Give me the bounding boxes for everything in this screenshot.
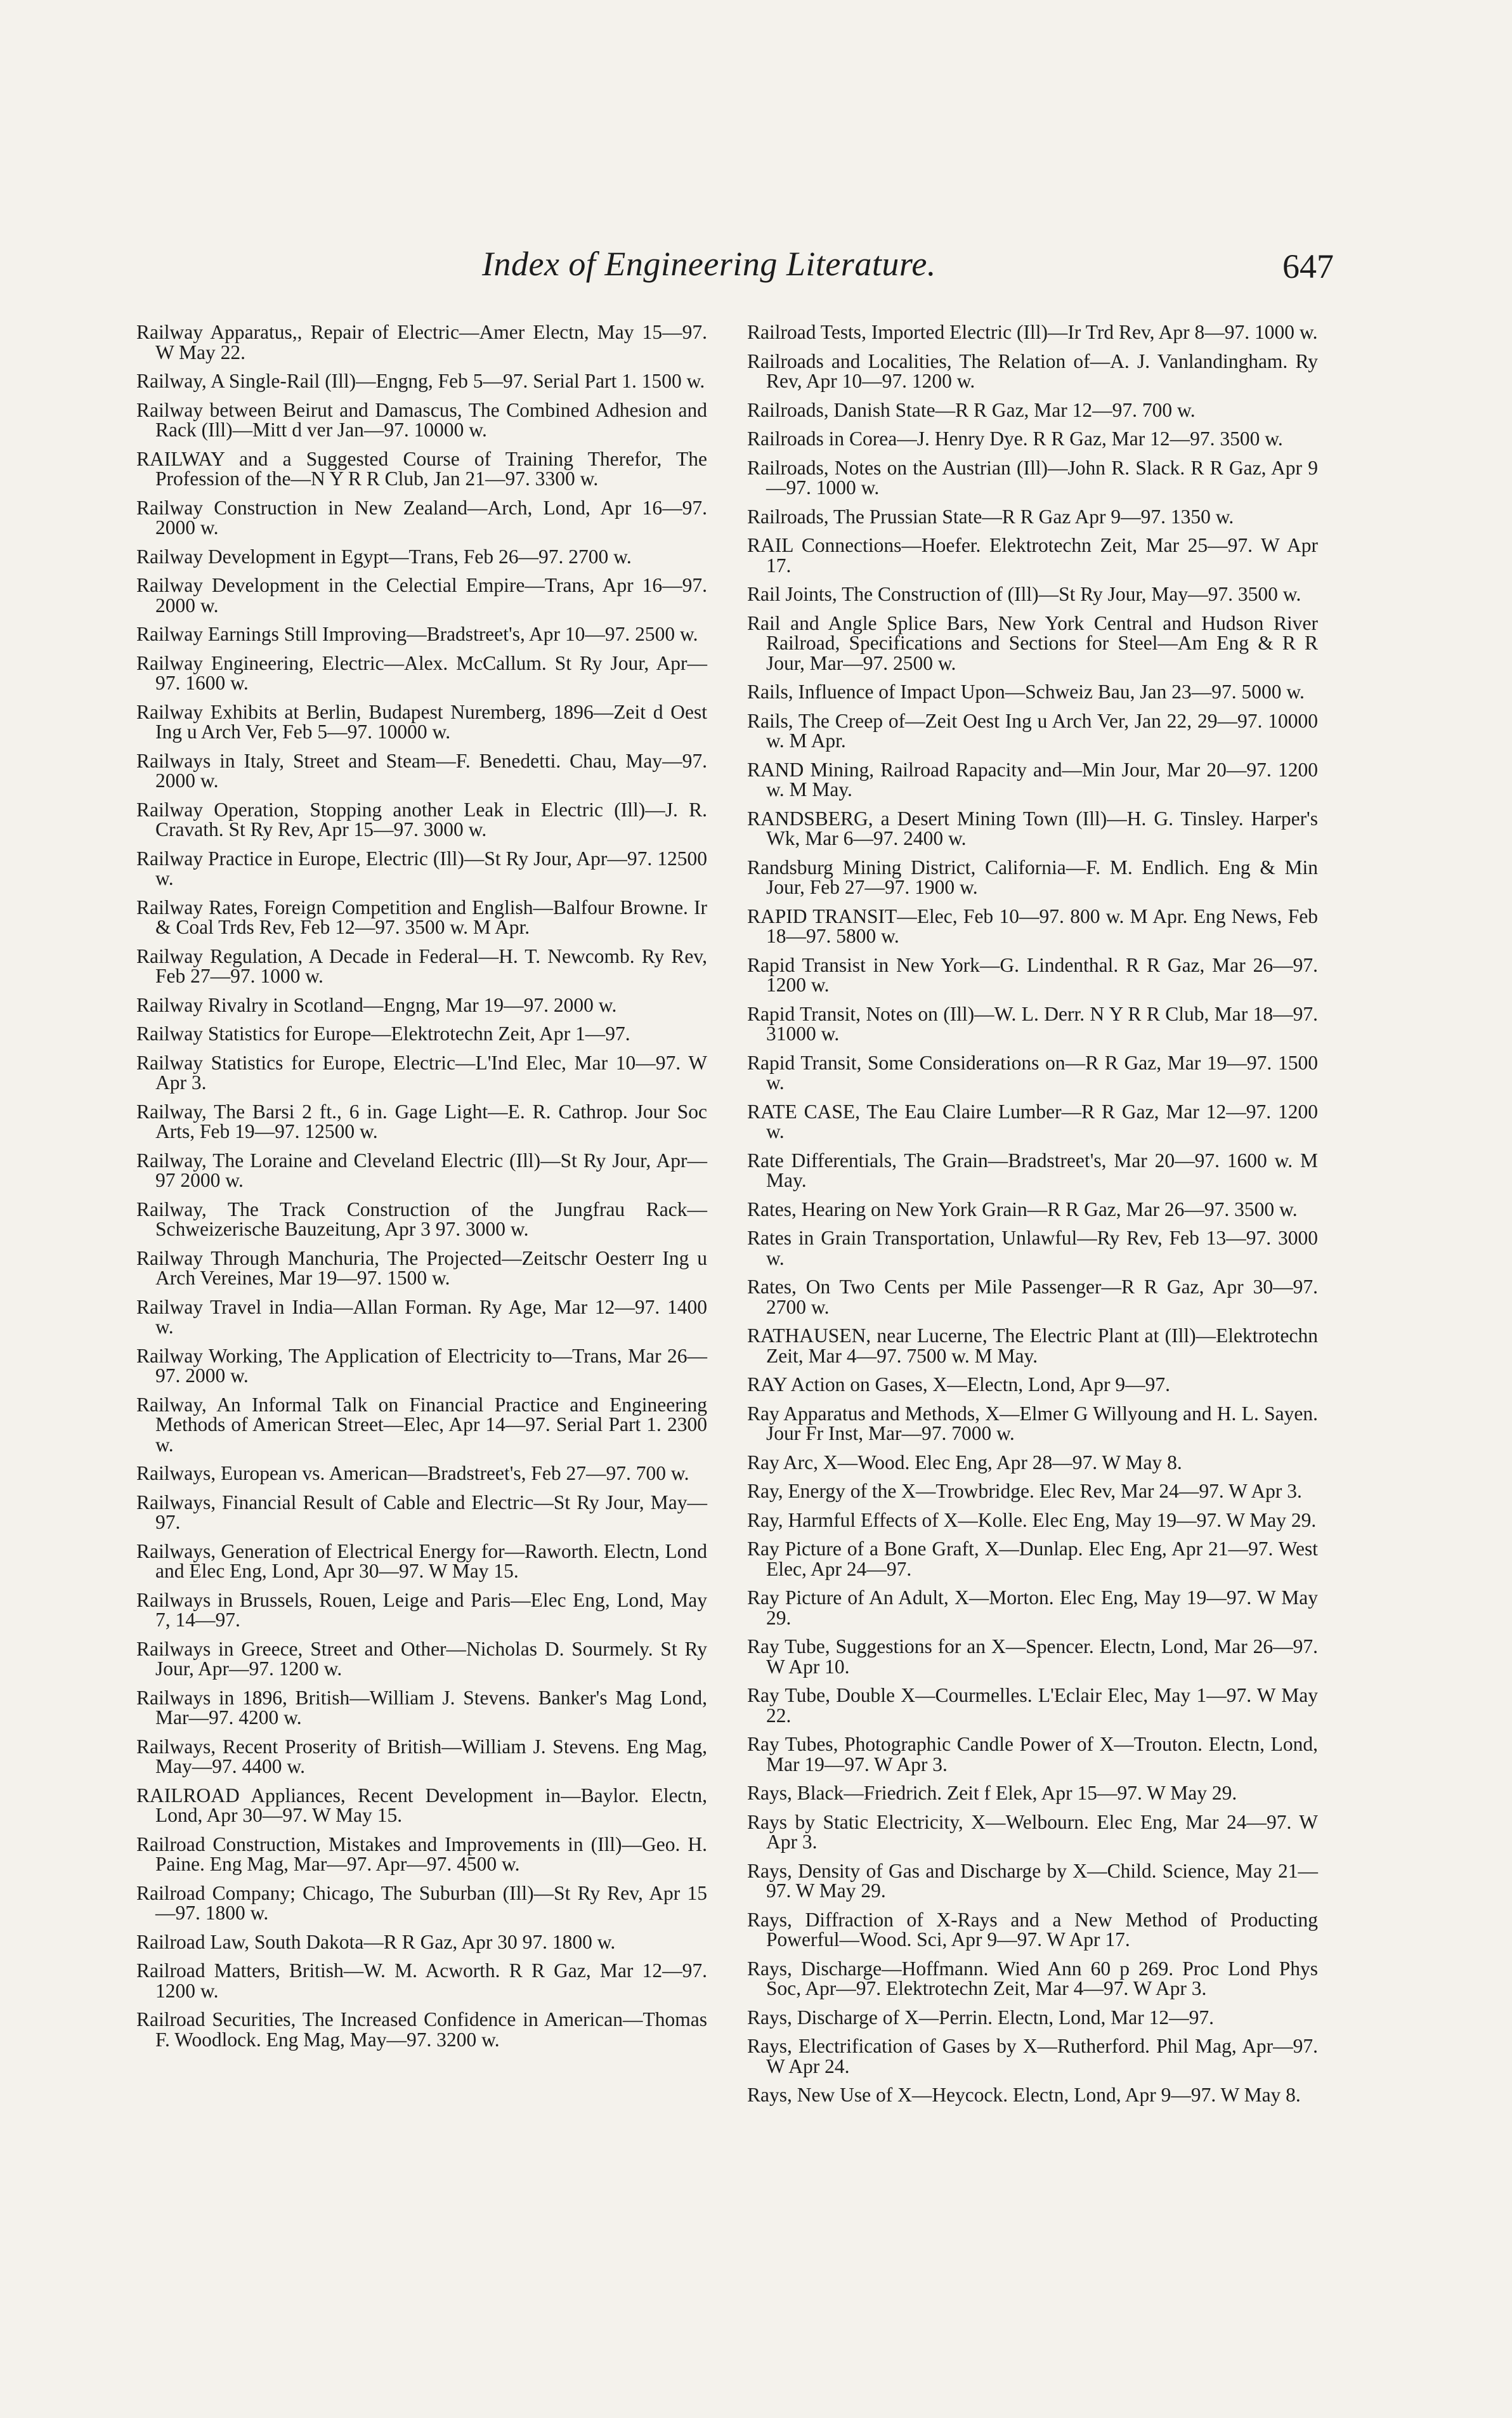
index-entry: Railways, Financial Result of Cable and Electric—St Ry Jour, May—97. [136, 1491, 707, 1533]
index-entry: RAND Mining, Railroad Rapacity and—Min Jour, Mar 20—97. 1200 w. M May. [747, 758, 1318, 801]
index-entry: Railways in Brussels, Rouen, Leige and Paris—Elec Eng, Lond, May 7, 14—97. [136, 1588, 707, 1631]
index-entry: Rates in Grain Transportation, Unlawful—Ry Rev, Feb 13—97. 3000 w. [747, 1227, 1318, 1269]
index-entry: Railway, The Track Construction of the Jungfrau Rack—Schweizerische Bauzeitung, Apr 3 97. 3000 w. [136, 1198, 707, 1240]
index-entry: Railway Earnings Still Improving—Bradstreet's, Apr 10—97. 2500 w. [136, 623, 698, 645]
index-entry: RATE CASE, The Eau Claire Lumber—R R Gaz, Mar 12—97. 1200 w. [747, 1100, 1318, 1142]
index-entry: Railway Engineering, Electric—Alex. McCallum. St Ry Jour, Apr—97. 1600 w. [136, 651, 707, 694]
index-entry: Ray Tube, Double X—Courmelles. L'Eclair Elec, May 1—97. W May 22. [747, 1684, 1318, 1727]
index-entry: RAILWAY and a Suggested Course of Training Therefor, The Profession of the—N Y R R Club, Jan 21—97. 3300 w. [136, 447, 707, 490]
index-entry: Rays, Discharge of X—Perrin. Electn, Lond, Mar 12—97. [747, 2006, 1215, 2029]
index-entry: Railroad Company; Chicago, The Suburban (Ill)—St Ry Rev, Apr 15—97. 1800 w. [136, 1881, 707, 1924]
index-entry: Rapid Transit, Notes on (Ill)—W. L. Derr. N Y R R Club, Mar 18—97. 31000 w. [747, 1002, 1318, 1045]
index-entry: Railway Working, The Application of Electricity to—Trans, Mar 26—97. 2000 w. [136, 1344, 707, 1387]
page-number: 647 [1282, 247, 1334, 285]
index-entry: Rates, On Two Cents per Mile Passenger—R R Gaz, Apr 30—97. 2700 w. [747, 1276, 1318, 1318]
index-entry: Railway Rates, Foreign Competition and English—Balfour Browne. Ir & Coal Trds Rev, Feb 12—97. 3500 w. M Apr. [136, 896, 707, 938]
index-entry: Railway Regulation, A Decade in Federal—H. T. Newcomb. Ry Rev, Feb 27—97. 1000 w. [136, 944, 707, 987]
index-entry: Railway, An Informal Talk on Financial Practice and Engineering Methods of American Street—Elec, Apr 14—97. Serial Part 1. 2300 w. [136, 1393, 707, 1456]
index-entry: Randsburg Mining District, California—F. M. Endlich. Eng & Min Jour, Feb 27—97. 1900 w. [747, 856, 1318, 898]
index-entry: Railroad Securities, The Increased Confidence in American—Thomas F. Woodlock. Eng Mag, May—97. 3200 w. [136, 2008, 707, 2051]
index-entry: Railroad Law, South Dakota—R R Gaz, Apr 30 97. 1800 w. [136, 1930, 616, 1953]
index-entry: Rails, The Creep of—Zeit Oest Ing u Arch Ver, Jan 22, 29—97. 10000 w. M Apr. [747, 709, 1318, 752]
index-entry: Railways, Generation of Electrical Energy for—Raworth. Electn, Lond and Elec Eng, Lond, Apr 30—97. W May 15. [136, 1539, 707, 1582]
index-entry: Rail Joints, The Construction of (Ill)—St Ry Jour, May—97. 3500 w. [747, 583, 1301, 605]
index-entry: Railways, Recent Proserity of British—William J. Stevens. Eng Mag, May—97. 4400 w. [136, 1735, 707, 1777]
index-entry: Railway Statistics for Europe—Elektrotechn Zeit, Apr 1—97. [136, 1023, 630, 1045]
index-entry: Ray Tubes, Photographic Candle Power of X—Trouton. Electn, Lond, Mar 19—97. W Apr 3. [747, 1733, 1318, 1775]
index-entry: Rays, Discharge—Hoffmann. Wied Ann 60 p 269. Proc Lond Phys Soc, Apr—97. Elektrotechn Zeit, Mar 4—97. W Apr 3. [747, 1957, 1318, 1999]
index-entry: Railways in 1896, British—William J. Stevens. Banker's Mag Lond, Mar—97. 4200 w. [136, 1686, 707, 1729]
page-title: Index of Engineering Literature. [482, 245, 936, 283]
index-entry: Railroads in Corea—J. Henry Dye. R R Gaz, Mar 12—97. 3500 w. [747, 428, 1283, 450]
index-entry: Railways in Greece, Street and Other—Nicholas D. Sourmely. St Ry Jour, Apr—97. 1200 w. [136, 1637, 707, 1680]
index-entry: Railway Operation, Stopping another Leak in Electric (Ill)—J. R. Cravath. St Ry Rev, Apr 15—97. 3000 w. [136, 798, 707, 840]
index-entry: RAIL Connections—Hoefer. Elektrotechn Zeit, Mar 25—97. W Apr 17. [747, 534, 1318, 577]
left-column [136, 322, 707, 2058]
index-entry: RAPID TRANSIT—Elec, Feb 10—97. 800 w. M Apr. Eng News, Feb 18—97. 5800 w. [747, 905, 1318, 947]
index-entry: Rays, Electrification of Gases by X—Rutherford. Phil Mag, Apr—97. W Apr 24. [747, 2035, 1318, 2077]
index-entry: Rays, Black—Friedrich. Zeit f Elek, Apr 15—97. W May 29. [747, 1782, 1237, 1804]
index-entry: Rays by Static Electricity, X—Welbourn. Elec Eng, Mar 24—97. W Apr 3. [747, 1810, 1318, 1853]
index-entry: Railroad Construction, Mistakes and Improvements in (Ill)—Geo. H. Paine. Eng Mag, Mar—97. Apr—97. 4500 w. [136, 1833, 707, 1875]
index-entry: Rapid Transit, Some Considerations on—R R Gaz, Mar 19—97. 1500 w. [747, 1051, 1318, 1094]
index-entry: Railway Development in the Celectial Empire—Trans, Apr 16—97. 2000 w. [136, 574, 707, 617]
index-entry: Ray Picture of a Bone Graft, X—Dunlap. Elec Eng, Apr 21—97. West Elec, Apr 24—97. [747, 1538, 1318, 1580]
index-entry: Rays, Diffraction of X-Rays and a New Method of Producting Powerful—Wood. Sci, Apr 9—97. W Apr 17. [747, 1908, 1318, 1951]
index-entry: Railway Apparatus,, Repair of Electric—Amer Electn, May 15—97. W May 22. [136, 321, 707, 363]
index-entry: Rail and Angle Splice Bars, New York Central and Hudson River Railroad, Specifications and Sections for Steel—Am Eng & R R Jour, Mar—97. 2500 w. [747, 611, 1318, 674]
index-entry: Railway Statistics for Europe, Electric—L'Ind Elec, Mar 10—97. W Apr 3. [136, 1051, 707, 1094]
index-entry: Railroads, Danish State—R R Gaz, Mar 12—97. 700 w. [747, 398, 1196, 421]
index-entry: Railway Exhibits at Berlin, Budapest Nuremberg, 1896—Zeit d Oest Ing u Arch Ver, Feb 5—97. 10000 w. [136, 700, 707, 743]
index-entry: Railroads and Localities, The Relation of—A. J. Vanlandingham. Ry Rev, Apr 10—97. 1200 w. [747, 350, 1318, 392]
index-entry: Ray Tube, Suggestions for an X—Spencer. Electn, Lond, Mar 26—97. W Apr 10. [747, 1635, 1318, 1678]
index-entry: RAY Action on Gases, X—Electn, Lond, Apr 9—97. [747, 1373, 1170, 1395]
index-entry: Railroad Tests, Imported Electric (Ill)—Ir Trd Rev, Apr 8—97. 1000 w. [747, 321, 1318, 343]
index-entry: Railroads, The Prussian State—R R Gaz Apr 9—97. 1350 w. [747, 505, 1234, 528]
index-entry: Railways in Italy, Street and Steam—F. Benedetti. Chau, May—97. 2000 w. [136, 749, 707, 792]
index-entry: Ray Arc, X—Wood. Elec Eng, Apr 28—97. W May 8. [747, 1451, 1182, 1474]
index-entry: Rapid Transist in New York—G. Lindenthal. R R Gaz, Mar 26—97. 1200 w. [747, 953, 1318, 996]
index-entry: Rays, Density of Gas and Discharge by X—Child. Science, May 21—97. W May 29. [747, 1859, 1318, 1902]
index-entry: Railways, European vs. American—Bradstreet's, Feb 27—97. 700 w. [136, 1462, 689, 1484]
index-entry: Railway Practice in Europe, Electric (Ill)—St Ry Jour, Apr—97. 12500 w. [136, 847, 707, 889]
index-entry: Ray, Harmful Effects of X—Kolle. Elec Eng, May 19—97. W May 29. [747, 1508, 1317, 1531]
index-entry: Railway Rivalry in Scotland—Engng, Mar 19—97. 2000 w. [136, 993, 617, 1016]
index-entry: Rates, Hearing on New York Grain—R R Gaz, Mar 26—97. 3500 w. [747, 1198, 1298, 1220]
index-entry: Railway, The Loraine and Cleveland Electric (Ill)—St Ry Jour, Apr—97 2000 w. [136, 1149, 707, 1191]
index-entry: Railway Construction in New Zealand—Arch, Lond, Apr 16—97. 2000 w. [136, 496, 707, 539]
index-entry: Ray Apparatus and Methods, X—Elmer G Willyoung and H. L. Sayen. Jour Fr Inst, Mar—97. 7000 w. [747, 1402, 1318, 1444]
index-entry: Railroads, Notes on the Austrian (Ill)—John R. Slack. R R Gaz, Apr 9—97. 1000 w. [747, 456, 1318, 499]
right-column [747, 322, 1318, 2114]
index-entry: RAILROAD Appliances, Recent Development in—Baylor. Electn, Lond, Apr 30—97. W May 15. [136, 1784, 707, 1826]
index-entry: Ray, Energy of the X—Trowbridge. Elec Rev, Mar 24—97. W Apr 3. [747, 1480, 1302, 1502]
index-entry: Railway between Beirut and Damascus, The Combined Adhesion and Rack (Ill)—Mitt d ver Jan—97. 10000 w. [136, 398, 707, 441]
index-entry: Railway Development in Egypt—Trans, Feb 26—97. 2700 w. [136, 545, 632, 568]
index-entry: Railway, A Single-Rail (Ill)—Engng, Feb 5—97. Serial Part 1. 1500 w. [136, 370, 705, 392]
index-entry: Railway Travel in India—Allan Forman. Ry Age, Mar 12—97. 1400 w. [136, 1295, 707, 1338]
index-entry: Rate Differentials, The Grain—Bradstreet's, Mar 20—97. 1600 w. M May. [747, 1149, 1318, 1191]
index-entry: Rays, New Use of X—Heycock. Electn, Lond, Apr 9—97. W May 8. [747, 2084, 1301, 2106]
index-entry: RATHAUSEN, near Lucerne, The Electric Plant at (Ill)—Elektrotechn Zeit, Mar 4—97. 7500 w. M May. [747, 1324, 1318, 1367]
index-entry: RANDSBERG, a Desert Mining Town (Ill)—H. G. Tinsley. Harper's Wk, Mar 6—97. 2400 w. [747, 807, 1318, 849]
index-entry: Railway, The Barsi 2 ft., 6 in. Gage Light—E. R. Cathrop. Jour Soc Arts, Feb 19—97. 12500 w. [136, 1100, 707, 1142]
index-entry: Rails, Influence of Impact Upon—Schweiz Bau, Jan 23—97. 5000 w. [747, 681, 1305, 703]
page-header [0, 244, 1512, 295]
index-entry: Railroad Matters, British—W. M. Acworth. R R Gaz, Mar 12—97. 1200 w. [136, 1959, 707, 2002]
index-entry: Ray Picture of An Adult, X—Morton. Elec Eng, May 19—97. W May 29. [747, 1586, 1318, 1629]
index-entry: Railway Through Manchuria, The Projected—Zeitschr Oesterr Ing u Arch Vereines, Mar 19—97. 1500 w. [136, 1246, 707, 1289]
